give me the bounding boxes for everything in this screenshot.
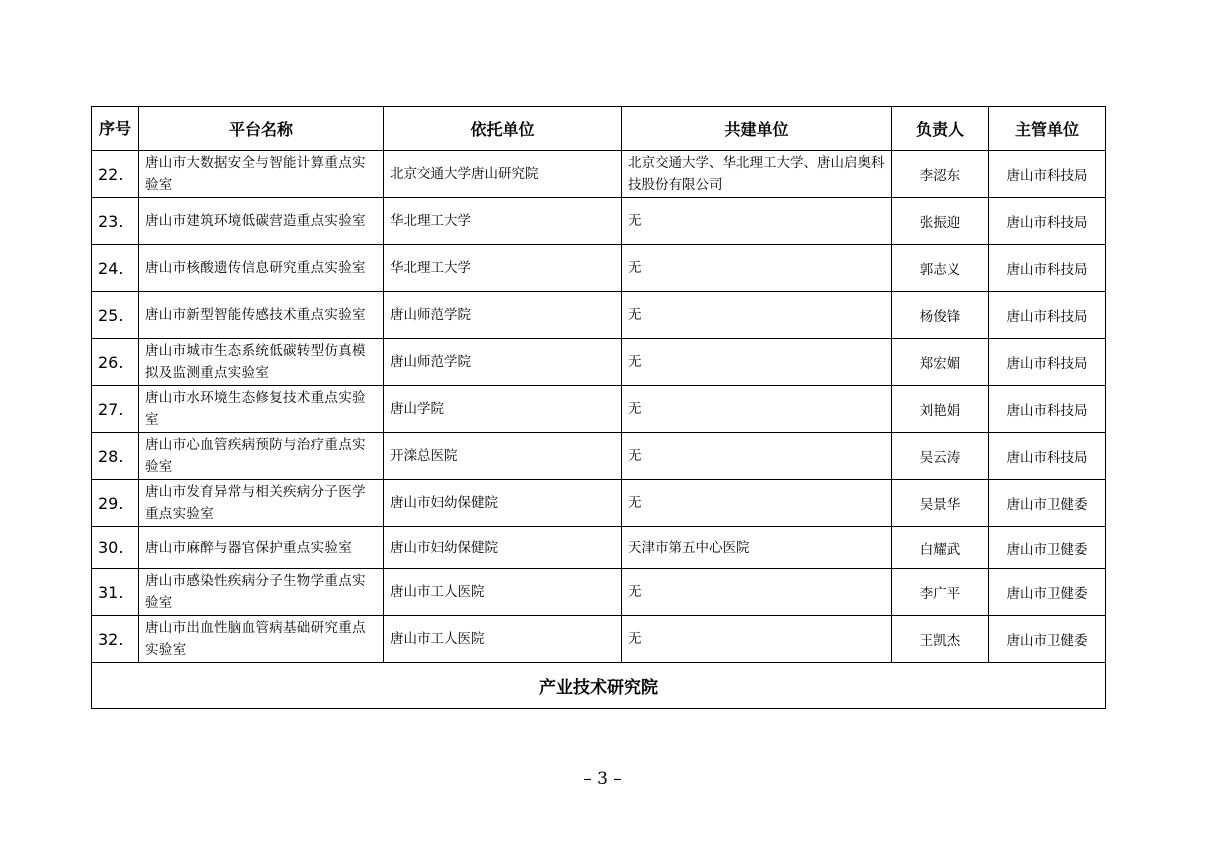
row-authority: 唐山市卫健委	[989, 527, 1106, 569]
row-platform-name: 唐山市新型智能传感技术重点实验室	[139, 292, 384, 339]
row-seq: 25.	[92, 292, 139, 339]
row-host-unit: 开滦总医院	[384, 433, 622, 480]
row-partner-unit: 天津市第五中心医院	[622, 527, 892, 569]
row-seq: 26.	[92, 339, 139, 386]
table-row	[92, 386, 1106, 433]
row-platform-name: 唐山市感染性疾病分子生物学重点实验室	[139, 569, 384, 616]
row-platform-name: 唐山市建筑环境低碳营造重点实验室	[139, 198, 384, 245]
row-leader: 吴景华	[892, 480, 989, 527]
row-host-unit: 唐山市工人医院	[384, 616, 622, 663]
row-host-unit: 华北理工大学	[384, 245, 622, 292]
table-row	[92, 480, 1106, 527]
row-partner-unit: 无	[622, 433, 892, 480]
table-row	[92, 616, 1106, 663]
row-partner-unit: 北京交通大学、华北理工大学、唐山启奥科技股份有限公司	[622, 151, 892, 198]
row-leader: 白耀武	[892, 527, 989, 569]
row-partner-unit: 无	[622, 480, 892, 527]
page-number: – 3 –	[583, 769, 622, 789]
row-seq: 31.	[92, 569, 139, 616]
row-host-unit: 唐山市妇幼保健院	[384, 527, 622, 569]
row-partner-unit: 无	[622, 339, 892, 386]
row-authority: 唐山市科技局	[989, 151, 1106, 198]
row-seq: 23.	[92, 198, 139, 245]
row-leader: 李广平	[892, 569, 989, 616]
row-authority: 唐山市科技局	[989, 433, 1106, 480]
section-header-row	[92, 663, 1106, 709]
row-authority: 唐山市卫健委	[989, 616, 1106, 663]
row-authority: 唐山市科技局	[989, 339, 1106, 386]
table-row	[92, 245, 1106, 292]
row-partner-unit: 无	[622, 245, 892, 292]
row-host-unit: 唐山市工人医院	[384, 569, 622, 616]
row-host-unit: 唐山师范学院	[384, 292, 622, 339]
row-platform-name: 唐山市水环境生态修复技术重点实验室	[139, 386, 384, 433]
row-platform-name: 唐山市发育异常与相关疾病分子医学重点实验室	[139, 480, 384, 527]
row-leader: 刘艳娟	[892, 386, 989, 433]
row-leader: 郭志义	[892, 245, 989, 292]
row-platform-name: 唐山市核酸遗传信息研究重点实验室	[139, 245, 384, 292]
header-leader: 负责人	[892, 107, 989, 151]
row-host-unit: 华北理工大学	[384, 198, 622, 245]
header-authority: 主管单位	[989, 107, 1106, 151]
row-leader: 李涊东	[892, 151, 989, 198]
row-leader: 张振迎	[892, 198, 989, 245]
table-row	[92, 527, 1106, 569]
row-platform-name: 唐山市出血性脑血管病基础研究重点实验室	[139, 616, 384, 663]
row-authority: 唐山市科技局	[989, 292, 1106, 339]
table-row	[92, 569, 1106, 616]
row-partner-unit: 无	[622, 292, 892, 339]
row-authority: 唐山市科技局	[989, 245, 1106, 292]
row-seq: 24.	[92, 245, 139, 292]
row-seq: 22.	[92, 151, 139, 198]
row-authority: 唐山市卫健委	[989, 480, 1106, 527]
row-seq: 30.	[92, 527, 139, 569]
row-platform-name: 唐山市大数据安全与智能计算重点实验室	[139, 151, 384, 198]
table-row	[92, 198, 1106, 245]
table-row	[92, 433, 1106, 480]
row-host-unit: 唐山师范学院	[384, 339, 622, 386]
row-seq: 28.	[92, 433, 139, 480]
table-header-row	[92, 107, 1106, 151]
header-seq: 序号	[92, 107, 139, 151]
row-partner-unit: 无	[622, 386, 892, 433]
row-authority: 唐山市科技局	[989, 198, 1106, 245]
header-partner-unit: 共建单位	[622, 107, 892, 151]
row-host-unit: 唐山市妇幼保健院	[384, 480, 622, 527]
table-row	[92, 151, 1106, 198]
table-row	[92, 292, 1106, 339]
row-authority: 唐山市卫健委	[989, 569, 1106, 616]
row-leader: 郑宏媚	[892, 339, 989, 386]
row-leader: 吴云涛	[892, 433, 989, 480]
row-platform-name: 唐山市心血管疾病预防与治疗重点实验室	[139, 433, 384, 480]
row-seq: 27.	[92, 386, 139, 433]
row-partner-unit: 无	[622, 569, 892, 616]
row-platform-name: 唐山市麻醉与器官保护重点实验室	[139, 527, 384, 569]
row-partner-unit: 无	[622, 198, 892, 245]
table-row	[92, 339, 1106, 386]
row-partner-unit: 无	[622, 616, 892, 663]
row-authority: 唐山市科技局	[989, 386, 1106, 433]
platform-table	[91, 106, 1106, 709]
row-platform-name: 唐山市城市生态系统低碳转型仿真模拟及监测重点实验室	[139, 339, 384, 386]
section-title: 产业技术研究院	[92, 663, 1106, 709]
row-host-unit: 唐山学院	[384, 386, 622, 433]
row-seq: 32.	[92, 616, 139, 663]
header-platform-name: 平台名称	[139, 107, 384, 151]
row-leader: 杨俊锋	[892, 292, 989, 339]
row-seq: 29.	[92, 480, 139, 527]
row-host-unit: 北京交通大学唐山研究院	[384, 151, 622, 198]
row-leader: 王凯杰	[892, 616, 989, 663]
header-host-unit: 依托单位	[384, 107, 622, 151]
